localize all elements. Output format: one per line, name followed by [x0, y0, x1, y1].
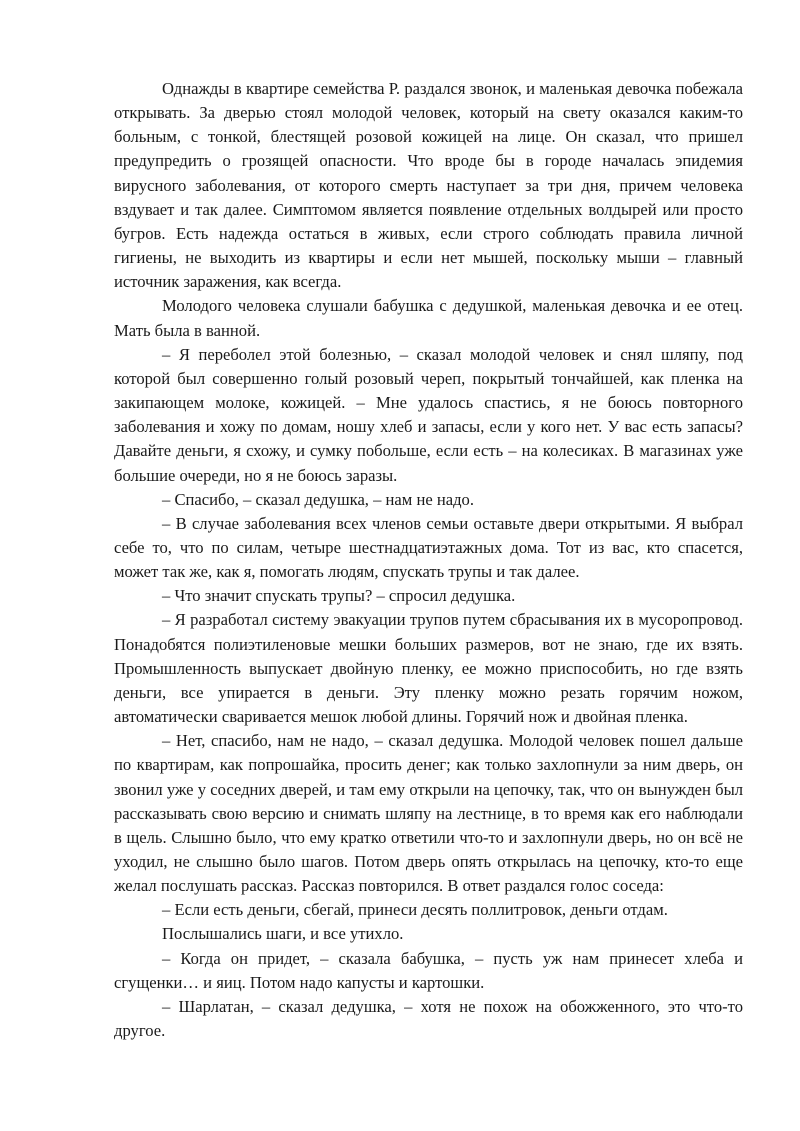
- paragraph-3: – Я переболел этой болезнью, – сказал молодой человек и снял шляпу, под которой был совершенно голый розовый череп, покрытый тончайшей, как пленка на закипающем молоке, кожицей. – Мне удалось спастись, я не боюсь повторного заболевания и хожу по домам, ношу хлеб и запасы, если у кого нет. У вас есть запасы? Давайте деньги, я схожу, и сумку побольше, если есть – на колесиках. В магазинах уже большие очереди, но я не боюсь заразы.: [114, 344, 743, 485]
- paragraph-8: – Нет, спасибо, нам не надо, – сказал дедушка. Молодой человек пошел дальше по квартирам, как попрошайка, просить денег; как только захлопнули за ним дверь, он звонил уже у соседних дверей, и там ему открыли на цепочку, так, что он вынужден был рассказывать свою версию и снимать шляпу на лестнице, в то время как его наблюдали в щель. Слышно было, что ему кратко ответили что-то и захлопнули дверь, но он всё не уходил, не слышно было шагов. Потом дверь опять открылась на цепочку, кто-то еще желал послушать рассказ. Рассказ повторился. В ответ раздался голос соседа:: [114, 731, 743, 896]
- document-body: [114, 77, 743, 1043]
- paragraph-5: – В случае заболевания всех членов семьи оставьте двери открытыми. Я выбрал себе то, что по силам, четыре шестнадцатиэтажных дома. Тот из вас, кто спасется, может так же, как я, помогать людям, спускать трупы и так далее.: [114, 513, 743, 582]
- paragraph-9: – Если есть деньги, сбегай, принеси десять поллитровок, деньги отдам.: [162, 900, 668, 920]
- paragraph-7: – Я разработал систему эвакуации трупов путем сбрасывания их в мусоропровод. Понадобятся полиэтиленовые мешки больших размеров, вот не знаю, где их взять. Промышленность выпускает двойную пленку, ее можно приспособить, но где взять деньги, все упирается в деньги. Эту пленку можно резать горячим ножом, автоматически сваривается мешок любой длины. Горячий нож и двойная пленка.: [114, 610, 743, 727]
- paragraph-4: – Спасибо, – сказал дедушка, – нам не надо.: [162, 489, 474, 509]
- paragraph-12: – Шарлатан, – сказал дедушка, – хотя не похож на обожженного, это что-то другое.: [114, 996, 743, 1041]
- paragraph-2: Молодого человека слушали бабушка с дедушкой, маленькая девочка и ее отец. Мать была в ванной.: [114, 296, 743, 340]
- paragraph-10: Послышались шаги, и все утихло.: [162, 924, 404, 944]
- paragraph-1: Однажды в квартире семейства Р. раздался звонок, и маленькая девочка побежала открывать. За дверью стоял молодой человек, который на свету оказался каким-то больным, с тонкой, блестящей розовой кожицей на лице. Он сказал, что пришел предупредить о грозящей опасности. Что вроде бы в городе началась эпидемия вирусного заболевания, от которого смерть наступает за три дня, причем человека вздувает и так далее. Симптомом является появление отдельных волдырей или просто бугров. Есть надежда остаться в живых, если строго соблюдать правила личной гигиены, не выходить из квартиры и если нет мышей, поскольку мыши – главный источник заражения, как всегда.: [114, 79, 743, 292]
- paragraph-11: – Когда он придет, – сказала бабушка, – пусть уж нам принесет хлеба и сгущенки… и яиц. Потом надо капусты и картошки.: [114, 948, 743, 992]
- paragraph-6: – Что значит спускать трупы? – спросил дедушка.: [162, 586, 516, 606]
